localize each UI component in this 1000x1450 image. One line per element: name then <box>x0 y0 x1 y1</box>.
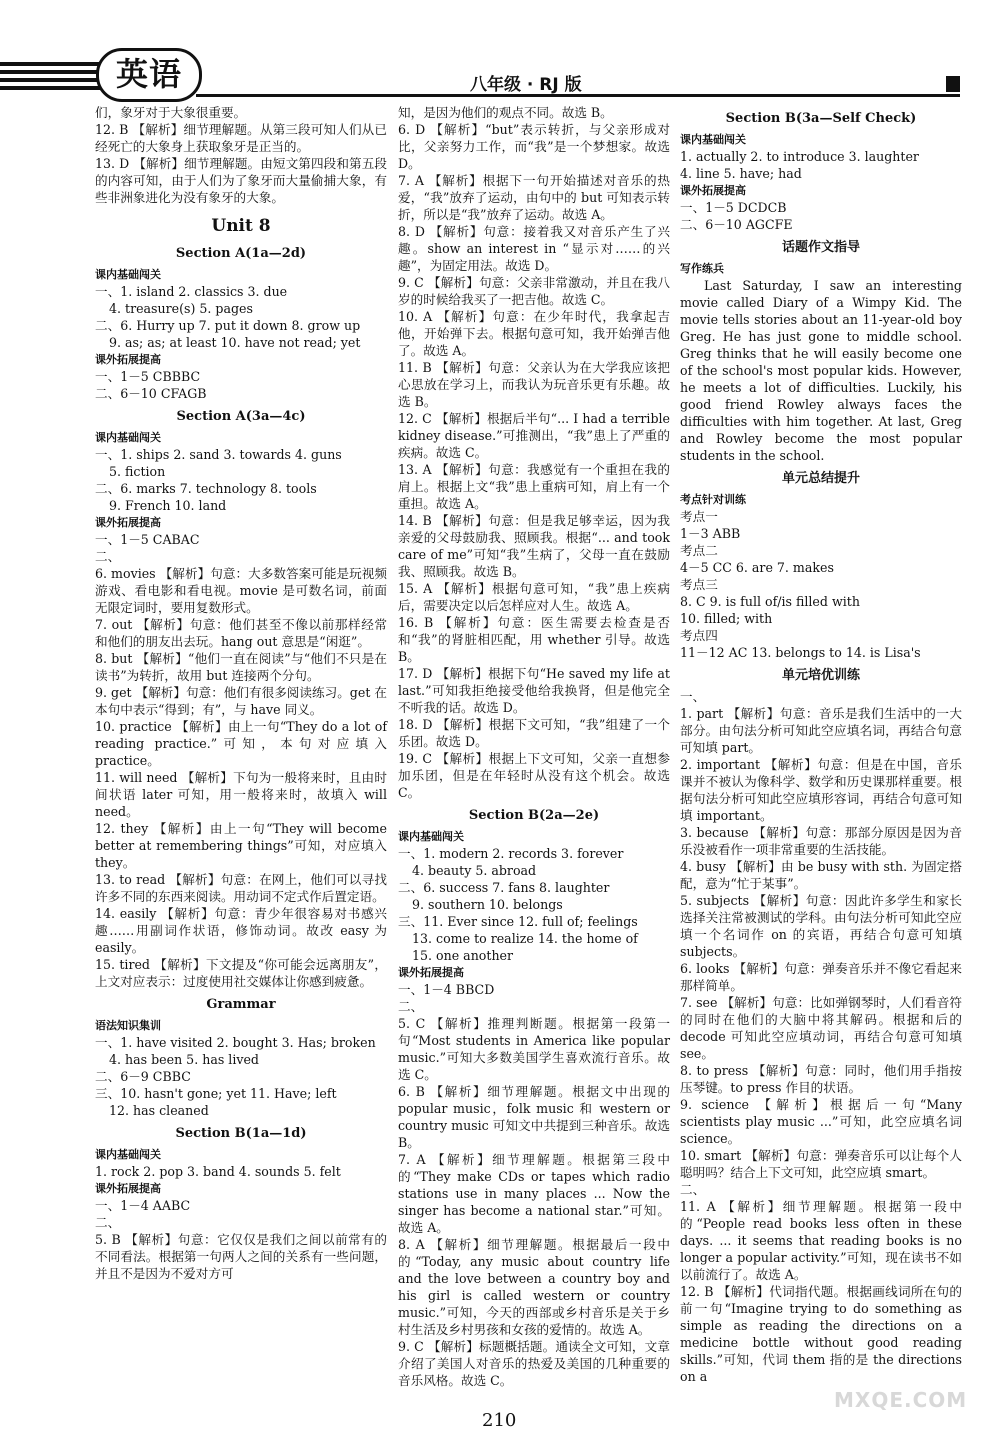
subheading: 考点针对训练 <box>680 493 746 506</box>
answer-paragraph: 5. B 【解析】句意：它仅仅是我们之间以前常有的不同看法。根据第一句两人之间的关系有一些问题，并且不是因为不爱对方可 <box>95 1232 387 1281</box>
answer-line: 二、6. marks 7. technology 8. tools <box>95 481 317 496</box>
answer-line: 4. beauty 5. abroad <box>412 863 537 878</box>
section-heading: 单元培优训练 <box>781 668 860 683</box>
answer-paragraph: 19. C 【解析】根据上下文可知，父亲一直想参加乐团，但是在年轻时从没有这个机会。故选 C。 <box>398 751 670 800</box>
answer-line: 1. rock 2. pop 3. band 4. sounds 5. felt <box>95 1164 341 1179</box>
answer-paragraph: 8. D 【解析】句意：接着我又对音乐产生了兴趣。show an interest in “显示对……的兴趣”，为固定用法。故选 D。 <box>398 224 670 273</box>
answer-line: 三、11. Ever since 12. full of; feelings <box>398 914 638 929</box>
answer-line: 考点二 <box>680 543 718 558</box>
answer-paragraph: 12. B 【解析】代词指代题。根据画线词所在句的前一句“Imagine trying to do something as simple as reading the directions on a medicine bottle without good reading skills.”可知，代词 them 指的是 the directions on a <box>680 1284 962 1384</box>
answer-paragraph: 14. B 【解析】句意：但是我足够幸运，因为我亲爱的父母鼓励我、照顾我。根据“... and took care of me”可知“我”生病了，父母一直在鼓励我、照顾我。故选 B。 <box>398 513 670 579</box>
answer-paragraph: 9. C 【解析】句意：父亲非常激动，并且在我八岁的时候给我买了一把吉他。故选 C。 <box>398 275 670 307</box>
answer-paragraph: 10. practice 【解析】由上一句“They do a lot of reading practice.”可知，本句对应填入 practice。 <box>95 719 387 768</box>
answer-line: 4. treasure(s) 5. pages <box>109 301 253 316</box>
answer-line: 9. French 10. land <box>109 498 227 513</box>
page-header <box>0 0 1000 100</box>
section-heading: Section A(1a—2d) <box>175 246 307 261</box>
answer-line: 一、1. modern 2. records 3. forever <box>398 846 624 861</box>
subject-logo: 英语 <box>96 48 202 102</box>
answer-line: 二、6. success 7. fans 8. laughter <box>398 880 610 895</box>
column-left <box>95 104 387 1282</box>
answer-paragraph: 11. will need 【解析】下句为一般将来时，且由时间状语 later 可知，用一般将来时，故填入 will need。 <box>95 770 387 819</box>
answer-line: 4. has been 5. has lived <box>109 1052 259 1067</box>
answer-line: 一、 <box>680 689 706 704</box>
answer-paragraph: 7. A 【解析】根据下一句开始描述对音乐的热爱，“我”放弃了运动，由句中的 but 可知表示转折，所以是“我”放弃了运动。故选 A。 <box>398 173 670 222</box>
answer-paragraph: 9. C 【解析】标题概括题。通读全文可知，文章介绍了美国人对音乐的热爱及美国的几种重要的音乐风格。故选 C。 <box>398 1339 670 1388</box>
answer-paragraph: 4. busy 【解析】由 be busy with sth. 为固定搭配，意为“忙于某事”。 <box>680 859 962 891</box>
watermark-logo: MXQE.COM <box>834 1388 968 1412</box>
answer-line: 二、6. Hurry up 7. put it down 8. grow up <box>95 318 361 333</box>
answer-paragraph: 12. B 【解析】细节理解题。从第三段可知人们从已经死亡的大象身上获取象牙是正当的。 <box>95 122 387 154</box>
section-heading: Section A(3a—4c) <box>176 409 306 424</box>
answer-paragraph: 15. A 【解析】根据句意可知，“我”患上疾病后，需要决定以后怎样应对人生。故选 A。 <box>398 581 670 613</box>
answer-line: 二、6－9 CBBC <box>95 1069 191 1084</box>
answer-line: 4. line 5. have; had <box>680 166 802 181</box>
answer-line: 9. southern 10. belongs <box>412 897 563 912</box>
answer-line: 三、10. hasn't gone; yet 11. Have; left <box>95 1086 337 1101</box>
section-heading: 话题作文指导 <box>781 240 860 255</box>
answer-line: 5. fiction <box>109 464 166 479</box>
answer-paragraph: 16. B 【解析】句意：医生需要去检查是否和“我”的肾脏相匹配，用 whether 引导。故选 B。 <box>398 615 670 664</box>
subheading: 写作练兵 <box>680 262 724 275</box>
answer-paragraph: 知，是因为他们的观点不同。故选 B。 <box>398 105 613 120</box>
subheading: 课内基础闯关 <box>95 268 161 281</box>
answer-paragraph: 12. C 【解析】根据后半句“... I had a terrible kidney disease.”可推测出，“我”患上了严重的疾病。故选 C。 <box>398 411 670 460</box>
header-stripes <box>0 62 100 94</box>
answer-paragraph: 6. looks 【解析】句意：弹奏音乐并不像它看起来那样简单。 <box>680 961 962 993</box>
essay-paragraph: Last Saturday, I saw an interesting movie called Diary of a Wimpy Kid. The movie tells stories about an 11-year-old boy Greg. He has just gone to middle school. Greg thinks that he will easily become one of the school's most popular kids. However, he meets a lot of difficulties. Luckily, his good friend Rowley always faces the difficulties with him together. At last, Greg and Rowley become the most popular students in the school. <box>680 278 962 463</box>
section-heading: Section B(2a—2e) <box>468 808 600 823</box>
column-right <box>680 104 962 1385</box>
answer-paragraph: 7. see 【解析】句意：比如弹钢琴时，人们看音符的同时在他们的大脑中将其解码。根据和后的 decode 可知此空应填动词，再结合句意可知填 see。 <box>680 995 962 1061</box>
subheading: 课内基础闯关 <box>680 133 746 146</box>
answer-paragraph: 3. because 【解析】句意：那部分原因是因为音乐没被看作一项非常重要的生活技能。 <box>680 825 962 857</box>
answer-line: 考点四 <box>680 628 718 643</box>
answer-paragraph: 12. they 【解析】由上一句“They will become better at remembering things”可知，对应填入 they。 <box>95 821 387 870</box>
subheading: 课外拓展提高 <box>95 1182 161 1195</box>
answer-line: 二、 <box>95 549 121 564</box>
answer-paragraph: 15. tired 【解析】下文提及“你可能会远离朋友”，上文对应表示：过度使用社交媒体让你感到疲惫。 <box>95 957 387 989</box>
answer-paragraph: 5. subjects 【解析】句意：因此许多学生和家长选择关注常被测试的学科。由句法分析可知此空应填一个名词作 on 的宾语，再结合句意可知填 subjects。 <box>680 893 962 959</box>
answer-paragraph: 11. A 【解析】细节理解题。根据第一段中的“People read books less often in these days. ... it seems that reading books is no longer a popular activity.”可知，现在读书不如以前流行了。故选 A。 <box>680 1199 962 1282</box>
answer-line: 10. filled; with <box>680 611 773 626</box>
subheading: 课内基础闯关 <box>95 1148 161 1161</box>
subheading: 语法知识集训 <box>95 1019 161 1032</box>
answer-paragraph: 13. A 【解析】句意：我感觉有一个重担在我的肩上。根据上文“我”患上重病可知，肩上有一个重担。故选 A。 <box>398 462 670 511</box>
answer-paragraph: 7. A 【解析】细节理解题。根据第三段中的“They make CDs or tapes which radio stations use in many places ... Now the singer has become a national star.”可知。故选 A。 <box>398 1152 670 1235</box>
answer-paragraph: 10. smart 【解析】句意：弹奏音乐可以让每个人聪明吗？结合上下文可知，此空应填 smart。 <box>680 1148 962 1180</box>
section-heading: 单元总结提升 <box>781 471 860 486</box>
answer-paragraph: 7. out 【解析】句意：他们甚至不像以前那样经常和他们的朋友出去玩。hang out 意思是“闲逛”。 <box>95 617 387 649</box>
answer-line: 一、1－4 AABC <box>95 1198 191 1213</box>
answer-line: 二、 <box>95 1215 121 1230</box>
answer-line: 1－3 ABB <box>680 526 741 541</box>
answer-line: 一、1－5 CABAC <box>95 532 200 547</box>
answer-paragraph: 17. D 【解析】根据下句“He saved my life at last.”可知我拒绝接受他给我换肾，但是他完全不听我的话。故选 D。 <box>398 666 670 715</box>
answer-line: 一、1. island 2. classics 3. due <box>95 284 288 299</box>
answer-paragraph: 们，象牙对于大象很重要。 <box>95 105 247 120</box>
answer-line: 一、1－5 CBBBC <box>95 369 201 384</box>
answer-line: 13. come to realize 14. the home of <box>412 931 638 946</box>
subheading: 课内基础闯关 <box>95 431 161 444</box>
answer-paragraph: 10. A 【解析】句意：在少年时代，我拿起吉他，开始弹下去。根据句意可知，我开始弹吉他了。故选 A。 <box>398 309 670 358</box>
unit-title: Unit 8 <box>211 216 271 236</box>
column-middle <box>398 104 670 1389</box>
answer-line: 二、6－10 AGCFE <box>680 217 793 232</box>
subheading: 课外拓展提高 <box>680 184 746 197</box>
answer-paragraph: 9. get 【解析】句意：他们有很多阅读练习。get 在本句中表示“得到；有”，与 have 同义。 <box>95 685 387 717</box>
grade-title: 八年级 · RJ 版 <box>470 75 582 95</box>
answer-line: 11－12 AC 13. belongs to 14. is Lisa's <box>680 645 921 660</box>
answer-paragraph: 8. to press 【解析】句意：同时，他们用手指按压琴键。to press 作目的状语。 <box>680 1063 962 1095</box>
answer-line: 一、1. have visited 2. bought 3. Has; broken <box>95 1035 376 1050</box>
answer-line: 15. one another <box>412 948 514 963</box>
answer-paragraph: 6. B 【解析】细节理解题。根据文中出现的 popular music，folk music 和 western or country music 可知文中共提到三种音乐。故选 B。 <box>398 1084 670 1150</box>
subheading: 课外拓展提高 <box>398 966 464 979</box>
section-heading: Grammar <box>206 997 276 1012</box>
page-number: 210 <box>482 1410 517 1431</box>
answer-paragraph: 18. D 【解析】根据下文可知，“我”组建了一个乐团。故选 D。 <box>398 717 670 749</box>
answer-paragraph: 8. but 【解析】“他们一直在阅读”与“他们不只是在读书”为转折，故用 but 连接两个分句。 <box>95 651 387 683</box>
answer-paragraph: 13. to read 【解析】句意：在网上，他们可以寻找许多不同的东西来阅读。用动词不定式作后置定语。 <box>95 872 387 904</box>
answer-line: 9. as; as; at least 10. have not read; yet <box>109 335 361 350</box>
answer-line: 考点三 <box>680 577 718 592</box>
answer-line: 1. actually 2. to introduce 3. laughter <box>680 149 919 164</box>
answer-line: 二、 <box>398 999 424 1014</box>
answer-paragraph: 13. D 【解析】细节理解题。由短文第四段和第五段的内容可知，由于人们为了象牙而大量偷捕大象，有些非洲象进化为没有象牙的大象。 <box>95 156 387 205</box>
answer-paragraph: 5. C 【解析】推理判断题。根据第一段第一句“Most students in America like popular music.”可知大多数美国学生喜欢流行音乐。故选 C。 <box>398 1016 670 1082</box>
section-heading: Section B(3a—Self Check) <box>725 111 917 126</box>
subheading: 课外拓展提高 <box>95 516 161 529</box>
answer-line: 二、6－10 CFAGB <box>95 386 207 401</box>
answer-line: 一、1－4 BBCD <box>398 982 495 997</box>
answer-line: 二、 <box>680 1182 706 1197</box>
answer-paragraph: 9. science 【解析】根据后一句“Many scientists play music ...”可知，此空应填名词 science。 <box>680 1097 962 1146</box>
section-heading: Section B(1a—1d) <box>175 1126 307 1141</box>
answer-line: 8. C 9. is full of/is filled with <box>680 594 860 609</box>
answer-paragraph: 11. B 【解析】句意：父亲认为在大学我应该把心思放在学习上，而我认为玩音乐更有乐趣。故选 B。 <box>398 360 670 409</box>
subheading: 课外拓展提高 <box>95 353 161 366</box>
answer-line: 4－5 CC 6. are 7. makes <box>680 560 834 575</box>
subheading: 课内基础闯关 <box>398 830 464 843</box>
answer-paragraph: 6. movies 【解析】句意：大多数答案可能是玩视频游戏、看电影和看电视。movie 是可数名词，前面无限定词时，要用复数形式。 <box>95 566 387 615</box>
answer-line: 一、1－5 DCDCB <box>680 200 787 215</box>
answer-line: 12. has cleaned <box>109 1103 209 1118</box>
answer-line: 考点一 <box>680 509 718 524</box>
answer-paragraph: 2. important 【解析】句意：但是在中国，音乐课并不被认为像科学、数学和历史课那样重要。根据句法分析可知此空应填形容词，再结合句意可知填 important。 <box>680 757 962 823</box>
answer-line: 一、1. ships 2. sand 3. towards 4. guns <box>95 447 342 462</box>
answer-paragraph: 8. A 【解析】细节理解题。根据最后一段中的“Today, any music about country life and the love between a country boy and his girl is called western or country music.”可知，今天的西部或乡村音乐是关于乡村生活及乡村男孩和女孩的爱情的。故选 A。 <box>398 1237 670 1337</box>
header-square-icon <box>946 76 960 92</box>
answer-paragraph: 14. easily 【解析】句意：青少年很容易对书感兴趣……用副词作状语，修饰动词。故改 easy 为 easily。 <box>95 906 387 955</box>
answer-paragraph: 1. part 【解析】句意：音乐是我们生活中的一大部分。由句法分析可知此空应填名词，再结合句意可知填 part。 <box>680 706 962 755</box>
answer-paragraph: 6. D 【解析】“but”表示转折，与父亲形成对比，父亲努力工作，而“我”是一个梦想家。故选 D。 <box>398 122 670 171</box>
